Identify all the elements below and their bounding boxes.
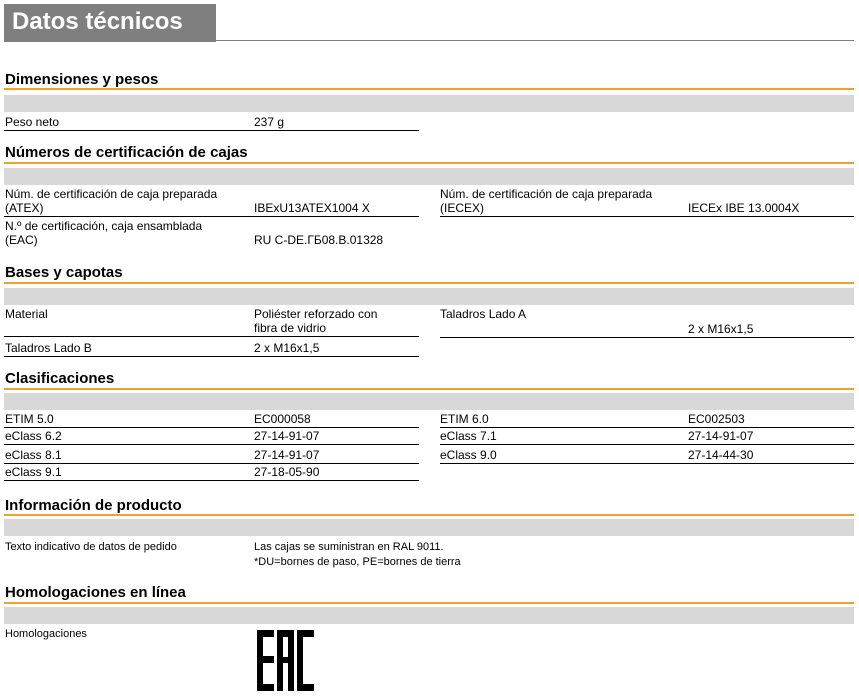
row-rule (4, 356, 419, 357)
row-rule (4, 427, 419, 428)
class-right-label: eClass 9.0 (440, 448, 497, 462)
eac-value: RU C-DE.ГБ08.B.01328 (254, 233, 384, 247)
atex-label-line2: (ATEX) (5, 201, 44, 215)
section-heading-certificacion: Números de certificación de cajas (5, 144, 248, 161)
row-rule (4, 444, 419, 445)
eac-logo (257, 630, 314, 691)
material-value-line1: Poliéster reforzado con (254, 307, 378, 321)
class-left-label: eClass 9.1 (5, 465, 62, 479)
section-band (4, 519, 854, 536)
atex-value: IBExU13ATEX1004 X (254, 201, 370, 215)
section-heading-homologaciones: Homologaciones en línea (5, 584, 186, 601)
class-left-label: ETIM 5.0 (5, 412, 54, 426)
section-rule (4, 514, 854, 516)
section-rule (4, 388, 854, 390)
class-left-value: EC000058 (254, 412, 311, 426)
title-rule (216, 40, 854, 41)
section-rule (4, 602, 854, 604)
row-rule (440, 427, 854, 428)
row-rule (440, 444, 854, 445)
row-rule (4, 336, 419, 337)
class-right-value: EC002503 (688, 412, 745, 426)
class-left-value: 27-14-91-07 (254, 448, 320, 462)
pedido-value-line1: Las cajas se suministran en RAL 9011. (254, 541, 444, 553)
class-left-label: eClass 8.1 (5, 448, 62, 462)
section-band (4, 288, 854, 305)
section-band (4, 168, 854, 185)
material-value-line2: fibra de vidrio (254, 321, 327, 335)
section-band (4, 393, 854, 410)
iecex-label-line2: (IECEX) (440, 201, 485, 215)
row-rule (440, 337, 854, 338)
section-band (4, 607, 854, 624)
class-right-value: 27-14-44-30 (688, 448, 754, 462)
pedido-value-line2: *DU=bornes de paso, PE=bornes de tierra (254, 556, 461, 568)
section-heading-clasificaciones: Clasificaciones (5, 370, 115, 387)
iecex-value: IECEx IBE 13.0004X (688, 201, 800, 215)
eac-label-line2: (EAC) (5, 233, 38, 247)
taladros-b-value: 2 x M16x1,5 (254, 341, 320, 355)
eac-label-line1: N.º de certificación, caja ensamblada (5, 219, 203, 233)
class-right-value: 27-14-91-07 (688, 429, 754, 443)
iecex-label-line1: Núm. de certificación de caja preparada (440, 187, 653, 201)
class-left-value: 27-18-05-90 (254, 465, 320, 479)
row-rule (4, 463, 419, 464)
class-left-value: 27-14-91-07 (254, 429, 320, 443)
class-right-label: ETIM 6.0 (440, 412, 489, 426)
section-heading-producto: Información de producto (5, 497, 182, 514)
section-rule (4, 162, 854, 164)
section-rule (4, 88, 854, 90)
taladros-a-label: Taladros Lado A (440, 307, 527, 321)
row-rule (4, 130, 419, 131)
pedido-label: Texto indicativo de datos de pedido (5, 541, 177, 553)
row-rule (4, 480, 419, 481)
section-heading-dimensiones: Dimensiones y pesos (5, 71, 159, 88)
taladros-b-label: Taladros Lado B (5, 341, 92, 355)
section-rule (4, 282, 854, 284)
row-rule (4, 216, 419, 217)
class-right-label: eClass 7.1 (440, 429, 497, 443)
homologaciones-label: Homologaciones (5, 628, 87, 640)
taladros-a-value: 2 x M16x1,5 (688, 322, 754, 336)
row-rule (440, 463, 854, 464)
atex-label-line1: Núm. de certificación de caja preparada (5, 187, 218, 201)
section-heading-bases: Bases y capotas (5, 264, 123, 281)
peso-value: 237 g (254, 115, 285, 129)
peso-label: Peso neto (5, 115, 60, 129)
page-title: Datos técnicos (12, 8, 183, 35)
row-rule (440, 216, 854, 217)
material-label: Material (5, 307, 48, 321)
class-left-label: eClass 6.2 (5, 429, 62, 443)
section-band (4, 95, 854, 112)
